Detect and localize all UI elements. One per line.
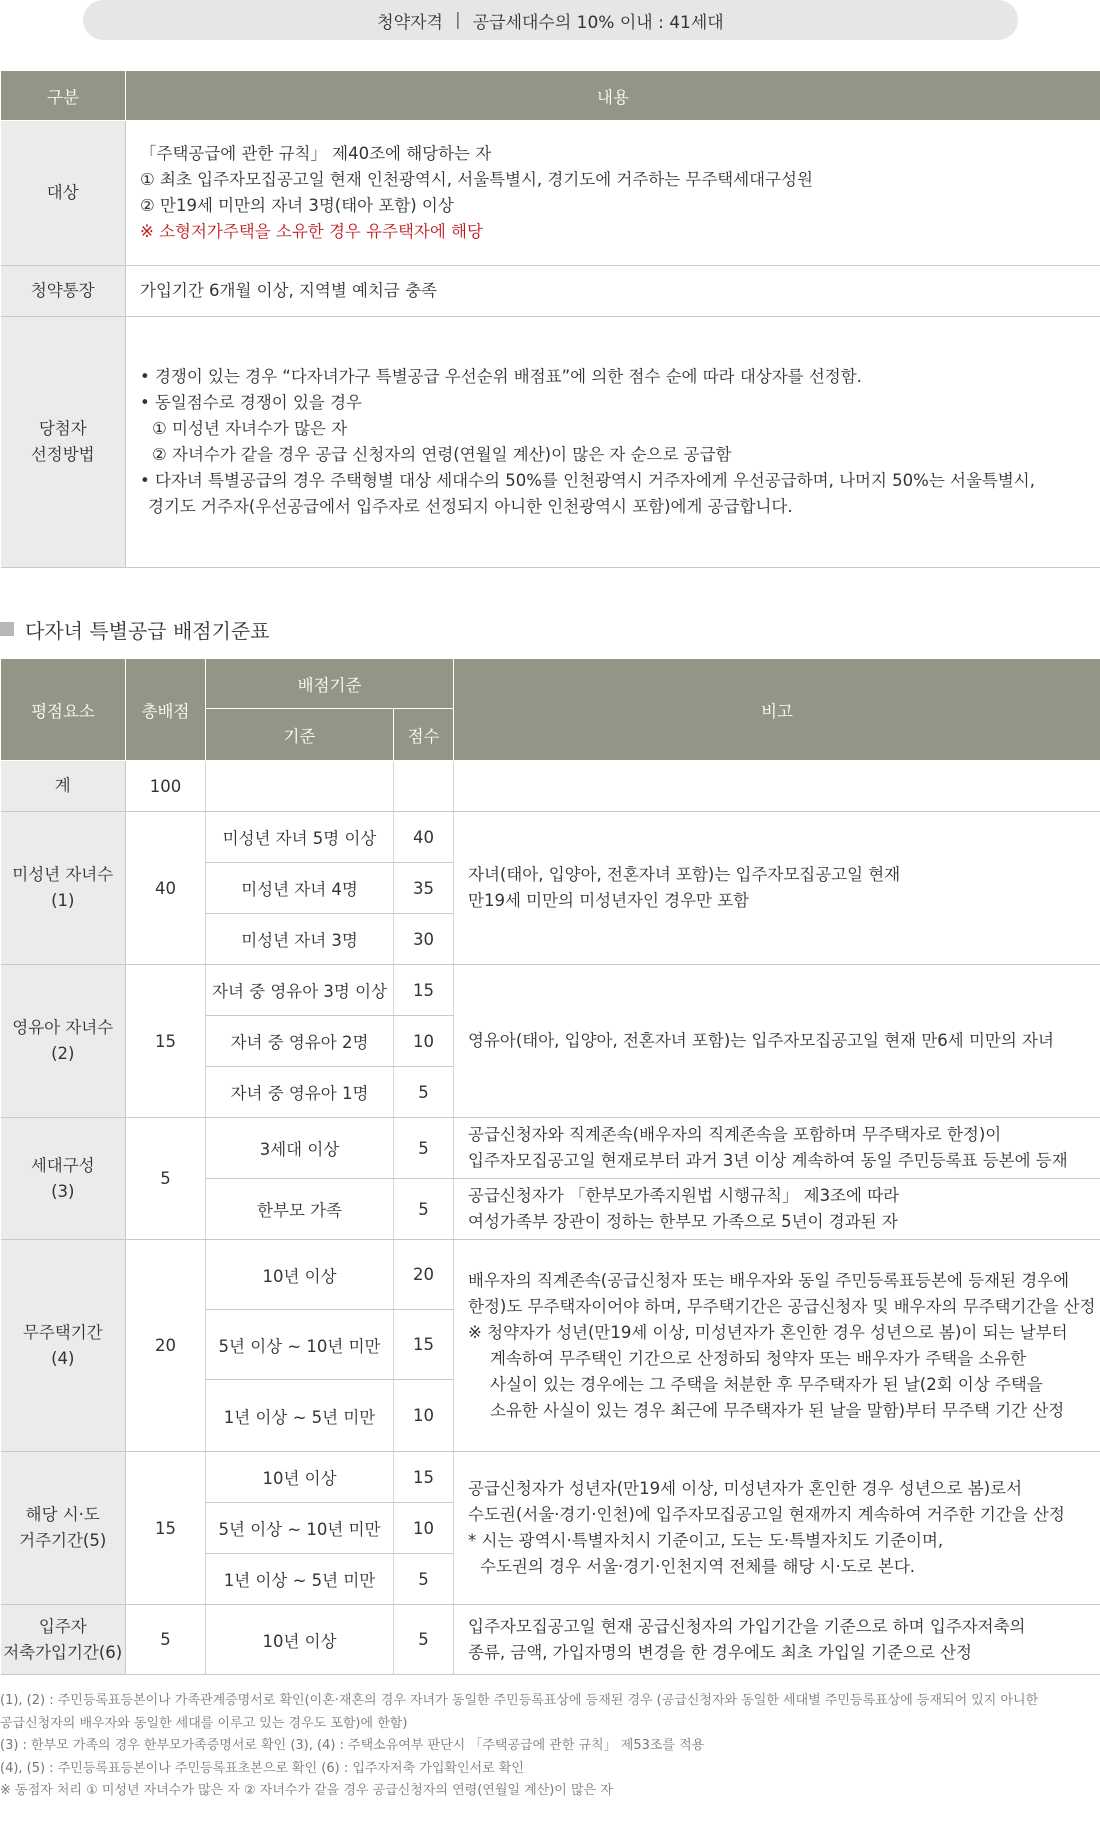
row-homeless: [1, 1240, 1100, 1310]
criteria-cell: 10년 이상: [206, 1240, 394, 1310]
factor-label-line: 거주기간(5): [19, 1531, 107, 1550]
eligibility-header-row: [1, 71, 1100, 121]
note-line: 계속하여 무주택인 기간으로 산정하되 청약자 또는 배우자가 주택을 소유한: [490, 1348, 1027, 1368]
selection-label-line: 당첨자: [38, 419, 87, 438]
label-selection: [1, 317, 126, 568]
factor-minors: [1, 812, 126, 965]
selection-line: 경기도 거주자(우선공급에서 입주자로 선정되지 아니한 인천광역시 포함)에게 공급합니다.: [148, 497, 793, 516]
footnote-line: (4), (5) : 주민등록표등본이나 주민등록표초본으로 확인 (6) : 입주자저축 가입확인서로 확인: [0, 1760, 524, 1776]
criteria-cell: 자녀 중 영유아 2명: [206, 1016, 394, 1067]
criteria-cell: 5년 이상 ~ 10년 미만: [206, 1310, 394, 1380]
factor-label-line: 미성년 자녀수: [12, 865, 114, 884]
footnote-line: (3) : 한부모 가족의 경우 한부모가족증명서로 확인 (3), (4) : 주택소유여부 판단시 「주택공급에 관한 규칙」 제53조를 적용: [0, 1738, 705, 1753]
note-line: 입주자모집공고일 현재로부터 과거 3년 이상 계속하여 동일 주민등록표 등본에 등재: [468, 1151, 1068, 1170]
total-points: 5: [126, 1605, 206, 1675]
selection-line: • 동일점수로 경쟁이 있을 경우: [140, 393, 362, 412]
note-cell: [454, 1452, 1100, 1605]
criteria-cell: 미성년 자녀 4명: [206, 863, 394, 914]
score-cell: 10: [394, 1016, 454, 1067]
factor-label-line: 저축가입기간(6): [3, 1642, 123, 1662]
row-residence: [1, 1452, 1100, 1503]
banner-separator: |: [454, 10, 461, 30]
score-cell: 40: [394, 812, 454, 863]
note-cell: [454, 1118, 1100, 1179]
row-minors: [1, 812, 1100, 863]
criteria-cell: 10년 이상: [206, 1452, 394, 1503]
criteria-cell: 5년 이상 ~ 10년 미만: [206, 1503, 394, 1554]
note-line: * 시는 광역시·특별자치시 기준이고, 도는 도·특별자치도 기준이며,: [468, 1531, 944, 1550]
target-warning: ※ 소형저가주택을 소유한 경우 유주택자에 해당: [140, 222, 483, 241]
footnotes: [0, 1690, 1100, 1803]
score-header-row: [1, 659, 1100, 709]
criteria-cell: 3세대 이상: [206, 1118, 394, 1179]
note-line: 종류, 금액, 가입자명의 변경을 한 경우에도 최초 가입일 기준으로 산정: [468, 1642, 973, 1662]
criteria-cell: 한부모 가족: [206, 1179, 394, 1240]
factor-label-line: 무주택기간: [22, 1322, 103, 1342]
header-criteria-group: 배점기준: [206, 659, 454, 709]
target-line: 「주택공급에 관한 규칙」 제40조에 해당하는 자: [140, 144, 492, 163]
note-cell: [454, 1179, 1100, 1240]
score-cell: 15: [394, 965, 454, 1016]
factor-label-line: (1): [51, 891, 75, 910]
square-bullet-icon: [0, 622, 14, 636]
factor-homeless: [1, 1240, 126, 1452]
note-line: 공급신청자가 「한부모가족지원법 시행규칙」 제3조에 따라: [468, 1186, 900, 1205]
footnote-line: ※ 동점자 처리 ① 미성년 자녀수가 많은 자 ② 자녀수가 같을 경우 공급신청자의 연령(연월일 계산)이 많은 자: [0, 1783, 613, 1798]
criteria-cell: 1년 이상 ~ 5년 미만: [206, 1554, 394, 1605]
score-cell: 5: [394, 1605, 454, 1675]
factor-household: [1, 1118, 126, 1240]
row-selection: [1, 317, 1100, 568]
factor-label-line: 세대구성: [30, 1155, 95, 1175]
score-cell: 10: [394, 1380, 454, 1452]
selection-line: • 경쟁이 있는 경우 “다자녀가구 특별공급 우선순위 배점표”에 의한 점수 순에 따라 대상자를 선정함.: [140, 367, 862, 386]
score-cell: 35: [394, 863, 454, 914]
selection-line: ② 자녀수가 같을 경우 공급 신청자의 연령(연월일 계산)이 많은 자 순으로 공급함: [152, 445, 732, 464]
footnote-line: 공급신청자의 배우자와 동일한 세대를 이루고 있는 경우도 포함)에 한함): [0, 1715, 408, 1731]
note-line: 공급신청자가 성년자(만19세 이상, 미성년자가 혼인한 경우 성년으로 봄)로서: [468, 1479, 1023, 1498]
note-line: 배우자의 직계존속(공급신청자 또는 배우자와 동일 주민등록표등본에 등재된 경우에: [468, 1270, 1070, 1290]
criteria-empty: [206, 761, 394, 812]
criteria-cell: 미성년 자녀 3명: [206, 914, 394, 965]
row-savings: [1, 1605, 1100, 1675]
criteria-cell: 자녀 중 영유아 3명 이상: [206, 965, 394, 1016]
note-line: 자녀(태아, 입양아, 전혼자녀 포함)는 입주자모집공고일 현재: [468, 865, 901, 884]
banner-label: 청약자격: [377, 12, 443, 33]
note-line: 한정)도 무주택자이어야 하며, 무주택기간은 공급신청자 및 배우자의 무주택기간을 산정: [468, 1296, 1096, 1316]
criteria-cell: 10년 이상: [206, 1605, 394, 1675]
target-line: ① 최초 입주자모집공고일 현재 인천광역시, 서울특별시, 경기도에 거주하는 무주택세대구성원: [140, 170, 813, 189]
footnote-line: (1), (2) : 주민등록표등본이나 가족관계증명서로 확인(이혼·재혼의 경우 자녀가 동일한 주민등록표상에 등재된 경우 (공급신청자와 동일한 세대별 주민등록표상에 등재되어 있지 아니한: [0, 1693, 1039, 1708]
header-score: 점수: [394, 709, 454, 761]
note-cell: [454, 812, 1100, 965]
criteria-cell: 자녀 중 영유아 1명: [206, 1067, 394, 1118]
factor-label-line: 해당 시·도: [25, 1505, 100, 1524]
header-total: 총배점: [126, 659, 206, 761]
total-points: 20: [126, 1240, 206, 1452]
factor-label-line: (4): [51, 1348, 75, 1368]
content-selection: [126, 317, 1100, 568]
note-line: 소유한 사실이 있는 경우 최근에 무주택자가 된 날을 말함)부터 무주택 기간 산정: [490, 1400, 1065, 1420]
note-line: 수도권의 경우 서울·경기·인천지역 전체를 해당 시·도로 본다.: [480, 1557, 916, 1576]
factor-label-line: (2): [51, 1044, 75, 1063]
criteria-cell: 미성년 자녀 5명 이상: [206, 812, 394, 863]
row-total: [1, 761, 1100, 812]
note-line: 입주자모집공고일 현재 공급신청자의 가입기간을 기준으로 하며 입주자저축의: [468, 1616, 1026, 1636]
header-factor: 평점요소: [1, 659, 126, 761]
content-account: 가입기간 6개월 이상, 지역별 예치금 충족: [126, 266, 1100, 317]
section-title-text: 다자녀 특별공급 배점기준표: [25, 618, 270, 643]
score-cell: 15: [394, 1452, 454, 1503]
score-table: [0, 658, 1100, 1675]
eligibility-banner: [83, 0, 1018, 40]
eligibility-table: [0, 70, 1100, 568]
note-empty: [454, 761, 1100, 812]
section-title: [0, 614, 270, 644]
banner-value: 공급세대수의 10% 이내 : 41세대: [472, 12, 724, 33]
row-household: [1, 1118, 1100, 1179]
factor-infants: [1, 965, 126, 1118]
total-points: 100: [126, 761, 206, 812]
note-line: 만19세 미만의 미성년자인 경우만 포함: [468, 891, 750, 910]
selection-label-line: 선정방법: [30, 445, 95, 464]
note-line: 공급신청자와 직계존속(배우자의 직계존속을 포함하며 무주택자로 한정)이: [468, 1125, 1002, 1144]
content-target: [126, 121, 1100, 266]
total-points: 40: [126, 812, 206, 965]
note-line: ※ 청약자가 성년(만19세 이상, 미성년자가 혼인한 경우 성년으로 봄)이 되는 날부터: [468, 1322, 1068, 1342]
header-category: 구분: [1, 71, 126, 121]
factor-label-line: 입주자: [38, 1616, 87, 1636]
score-cell: 5: [394, 1067, 454, 1118]
selection-line: • 다자녀 특별공급의 경우 주택형별 대상 세대수의 50%를 인천광역시 거주자에게 우선공급하며, 나머지 50%는 서울특별시,: [140, 471, 1035, 490]
header-content: 내용: [126, 71, 1100, 121]
total-points: 15: [126, 965, 206, 1118]
factor-label-line: (3): [51, 1181, 75, 1201]
row-infants: [1, 965, 1100, 1016]
row-account: [1, 266, 1100, 317]
total-points: 5: [126, 1118, 206, 1240]
score-cell: 15: [394, 1310, 454, 1380]
score-cell: 30: [394, 914, 454, 965]
label-target: 대상: [1, 121, 126, 266]
factor-residence: [1, 1452, 126, 1605]
note-cell: [454, 1605, 1100, 1675]
score-empty: [394, 761, 454, 812]
factor-total: 계: [1, 761, 126, 812]
factor-savings: [1, 1605, 126, 1675]
header-criteria: 기준: [206, 709, 394, 761]
score-cell: 20: [394, 1240, 454, 1310]
score-cell: 5: [394, 1118, 454, 1179]
selection-line: ① 미성년 자녀수가 많은 자: [152, 419, 348, 438]
label-account: 청약통장: [1, 266, 126, 317]
criteria-cell: 1년 이상 ~ 5년 미만: [206, 1380, 394, 1452]
total-points: 15: [126, 1452, 206, 1605]
note-line: 수도권(서울·경기·인천)에 입주자모집공고일 현재까지 계속하여 거주한 기간을 산정: [468, 1505, 1065, 1524]
header-remarks: 비고: [454, 659, 1100, 761]
note-line: 여성가족부 장관이 정하는 한부모 가족으로 5년이 경과된 자: [468, 1212, 898, 1231]
score-cell: 5: [394, 1554, 454, 1605]
score-cell: 10: [394, 1503, 454, 1554]
factor-label-line: 영유아 자녀수: [12, 1018, 114, 1037]
note-line: 사실이 있는 경우에는 그 주택을 처분한 후 무주택자가 된 날(2회 이상 주택을: [490, 1374, 1043, 1394]
score-cell: 5: [394, 1179, 454, 1240]
note-cell: [454, 1240, 1100, 1452]
row-target: [1, 121, 1100, 266]
target-line: ② 만19세 미만의 자녀 3명(태아 포함) 이상: [140, 196, 454, 215]
note-cell: 영유아(태아, 입양아, 전혼자녀 포함)는 입주자모집공고일 현재 만6세 미만의 자녀: [454, 965, 1100, 1118]
